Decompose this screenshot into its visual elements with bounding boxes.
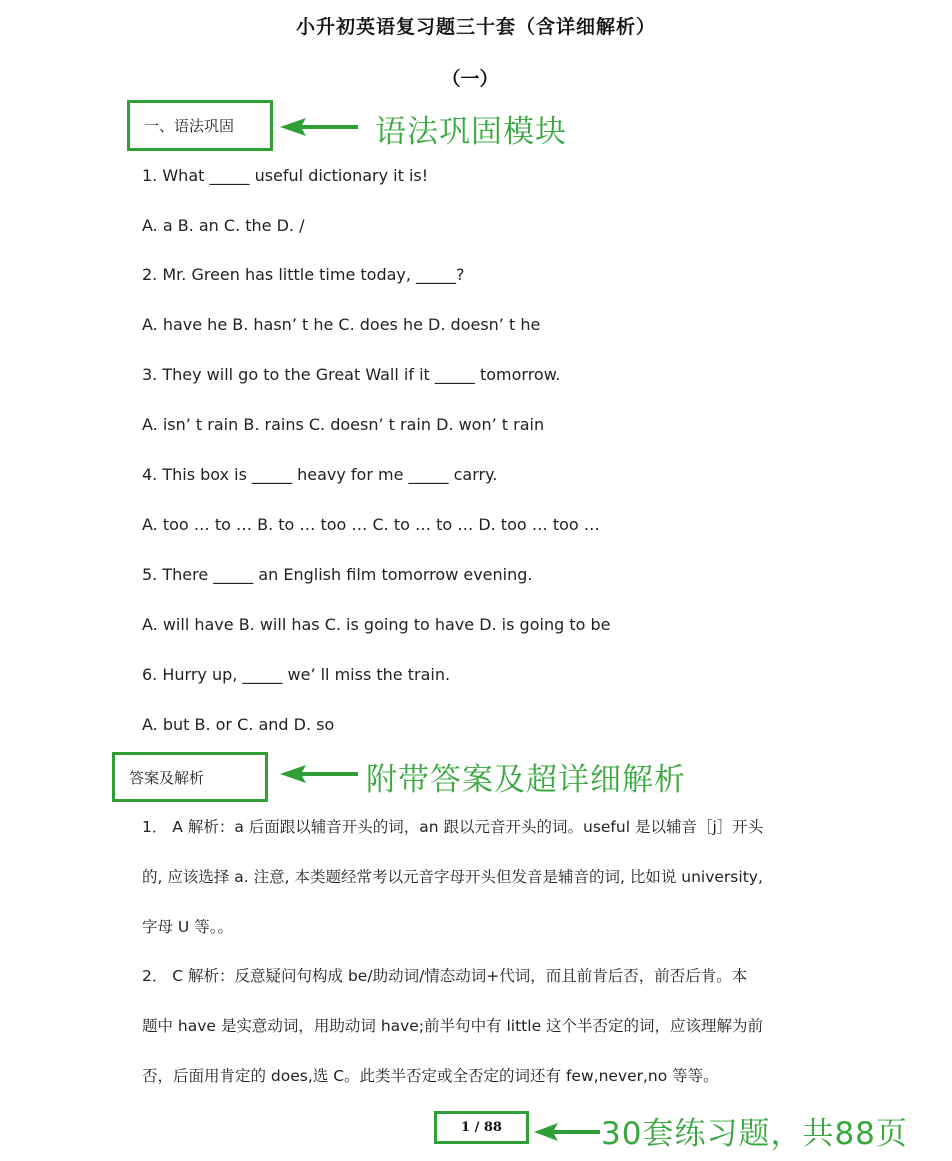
question-line: 2. Mr. Green has little time today, _____? <box>142 265 465 284</box>
question-line: 1. What _____ useful dictionary it is! <box>142 166 429 185</box>
grammar-callout: 语法巩固模块 <box>375 114 567 150</box>
document-subtitle: （一） <box>441 68 499 90</box>
question-options: A. but B. or C. and D. so <box>142 715 335 734</box>
answer-line: 题中 have 是实意动词，用助动词 have;前半句中有 little 这个半否定的词，应该理解为前 <box>142 1017 764 1035</box>
answer-line: 1． A 解析：a 后面跟以辅音开头的词，an 跟以元音开头的词。useful 是以辅音［j］开头 <box>142 818 764 836</box>
question-options: A. isn’ t rain B. rains C. doesn’ t rain D. won’ t rain <box>142 415 545 434</box>
question-line: 6. Hurry up, _____ we’ ll miss the train. <box>142 665 451 684</box>
answers-section-box <box>112 752 268 802</box>
arrow-left-icon <box>534 1121 602 1143</box>
answer-line: 字母 U 等。。 <box>142 918 233 936</box>
document-title: 小升初英语复习题三十套（含详细解析） <box>295 16 656 38</box>
answer-line: 2． C 解析：反意疑问句构成 be/助动词/情态动词+代词，而且前肯后否，前否后肯。本 <box>142 967 748 985</box>
arrow-left-icon <box>280 763 360 785</box>
question-line: 3. They will go to the Great Wall if it _____ tomorrow. <box>142 365 561 384</box>
page-number-box <box>434 1111 529 1144</box>
page-number: 1 / 88 <box>461 1120 502 1135</box>
question-options: A. a B. an C. the D. / <box>142 216 305 235</box>
question-options: A. will have B. will has C. is going to have D. is going to be <box>142 615 611 634</box>
question-line: 5. There _____ an English film tomorrow evening. <box>142 565 533 584</box>
grammar-section-box <box>127 100 273 151</box>
answers-callout: 附带答案及超详细解析 <box>366 762 686 798</box>
arrow-left-icon <box>280 116 360 138</box>
answer-line: 否，后面用肯定的 does,选 C。此类半否定或全否定的词还有 few,never,no 等等。 <box>142 1067 719 1085</box>
grammar-section-label: 一、语法巩固 <box>144 117 235 135</box>
pages-callout: 30套练习题，共88页 <box>601 1116 908 1152</box>
answers-section-label: 答案及解析 <box>129 768 205 787</box>
answer-line: 的, 应该选择 a. 注意, 本类题经常考以元音字母开头但发音是辅音的词, 比如说 university, <box>142 868 763 886</box>
question-line: 4. This box is _____ heavy for me _____ carry. <box>142 465 498 484</box>
question-options: A. have he B. hasn’ t he C. does he D. doesn’ t he <box>142 315 541 334</box>
question-options: A. too … to … B. to … too … C. to … to … D. too … too … <box>142 515 600 534</box>
